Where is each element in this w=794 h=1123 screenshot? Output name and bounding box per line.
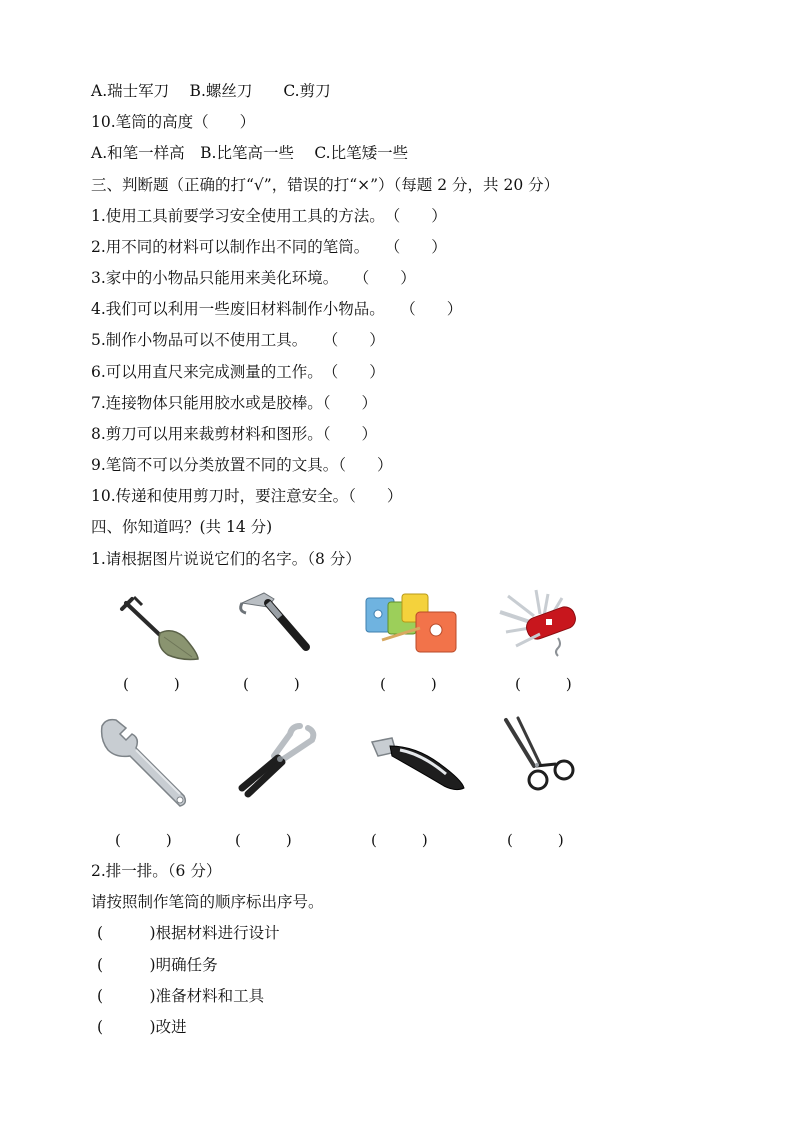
claw-hammer-picture bbox=[238, 589, 318, 657]
swiss-army-knife-picture bbox=[496, 586, 582, 664]
folding-shovel-picture bbox=[112, 593, 204, 665]
scissors-picture bbox=[500, 716, 582, 798]
answer-paren-6: ( ) bbox=[235, 831, 292, 849]
judge-item-6: 6.可以用直尺来完成测量的工作。 （ ） bbox=[91, 363, 385, 381]
pencil-sharpeners-picture bbox=[360, 590, 468, 660]
judge-item-3: 3.家中的小物品只能用来美化环境。 （ ） bbox=[91, 269, 416, 287]
vegetable-peeler-picture bbox=[366, 734, 468, 794]
section4-title: 四、你知道吗？(共 14 分) bbox=[91, 518, 273, 536]
answer-paren-1: ( ) bbox=[123, 675, 180, 693]
judge-item-7: 7.连接物体只能用胶水或是胶棒。（ ） bbox=[91, 394, 378, 412]
q10-options: A.和笔一样高 B.比笔高一些 C.比笔矮一些 bbox=[91, 144, 409, 162]
answer-paren-8: ( ) bbox=[507, 831, 564, 849]
judge-item-2: 2.用不同的材料可以制作出不同的笔筒。 （ ） bbox=[91, 238, 447, 256]
judge-item-4: 4.我们可以利用一些废旧材料制作小物品。 （ ） bbox=[91, 300, 463, 318]
answer-paren-2: ( ) bbox=[243, 675, 300, 693]
answer-paren-3: ( ) bbox=[380, 675, 437, 693]
order-item-3: ( )准备材料和工具 bbox=[97, 987, 265, 1005]
judge-item-1: 1.使用工具前要学习安全使用工具的方法。 （ ） bbox=[91, 207, 447, 225]
section3-title: 三、判断题（正确的打“√”，错误的打“×”）（每题 2 分，共 20 分） bbox=[91, 176, 560, 194]
order-item-2: ( )明确任务 bbox=[97, 956, 218, 974]
q9-options: A.瑞士军刀 B.螺丝刀 C.剪刀 bbox=[91, 82, 331, 100]
section4-q2: 2.排一排。（6 分） bbox=[91, 862, 222, 880]
answer-paren-5: ( ) bbox=[115, 831, 172, 849]
adjustable-wrench-picture bbox=[96, 716, 194, 812]
judge-item-8: 8.剪刀可以用来裁剪材料和图形。（ ） bbox=[91, 425, 378, 443]
order-item-4: ( )改进 bbox=[97, 1018, 187, 1036]
answer-paren-4: ( ) bbox=[515, 675, 572, 693]
q10-stem: 10.笔筒的高度（ ） bbox=[91, 113, 256, 131]
judge-item-9: 9.笔筒不可以分类放置不同的文具。（ ） bbox=[91, 456, 393, 474]
section4-q2-instruction: 请按照制作笔筒的顺序标出序号。 bbox=[91, 893, 324, 911]
judge-item-10: 10.传递和使用剪刀时，要注意安全。（ ） bbox=[91, 487, 403, 505]
section4-q1: 1.请根据图片说说它们的名字。（8 分） bbox=[91, 550, 361, 568]
judge-item-5: 5.制作小物品可以不使用工具。 （ ） bbox=[91, 331, 385, 349]
nutcracker-picture bbox=[234, 722, 318, 800]
order-item-1: ( )根据材料进行设计 bbox=[97, 924, 280, 942]
answer-paren-7: ( ) bbox=[371, 831, 428, 849]
